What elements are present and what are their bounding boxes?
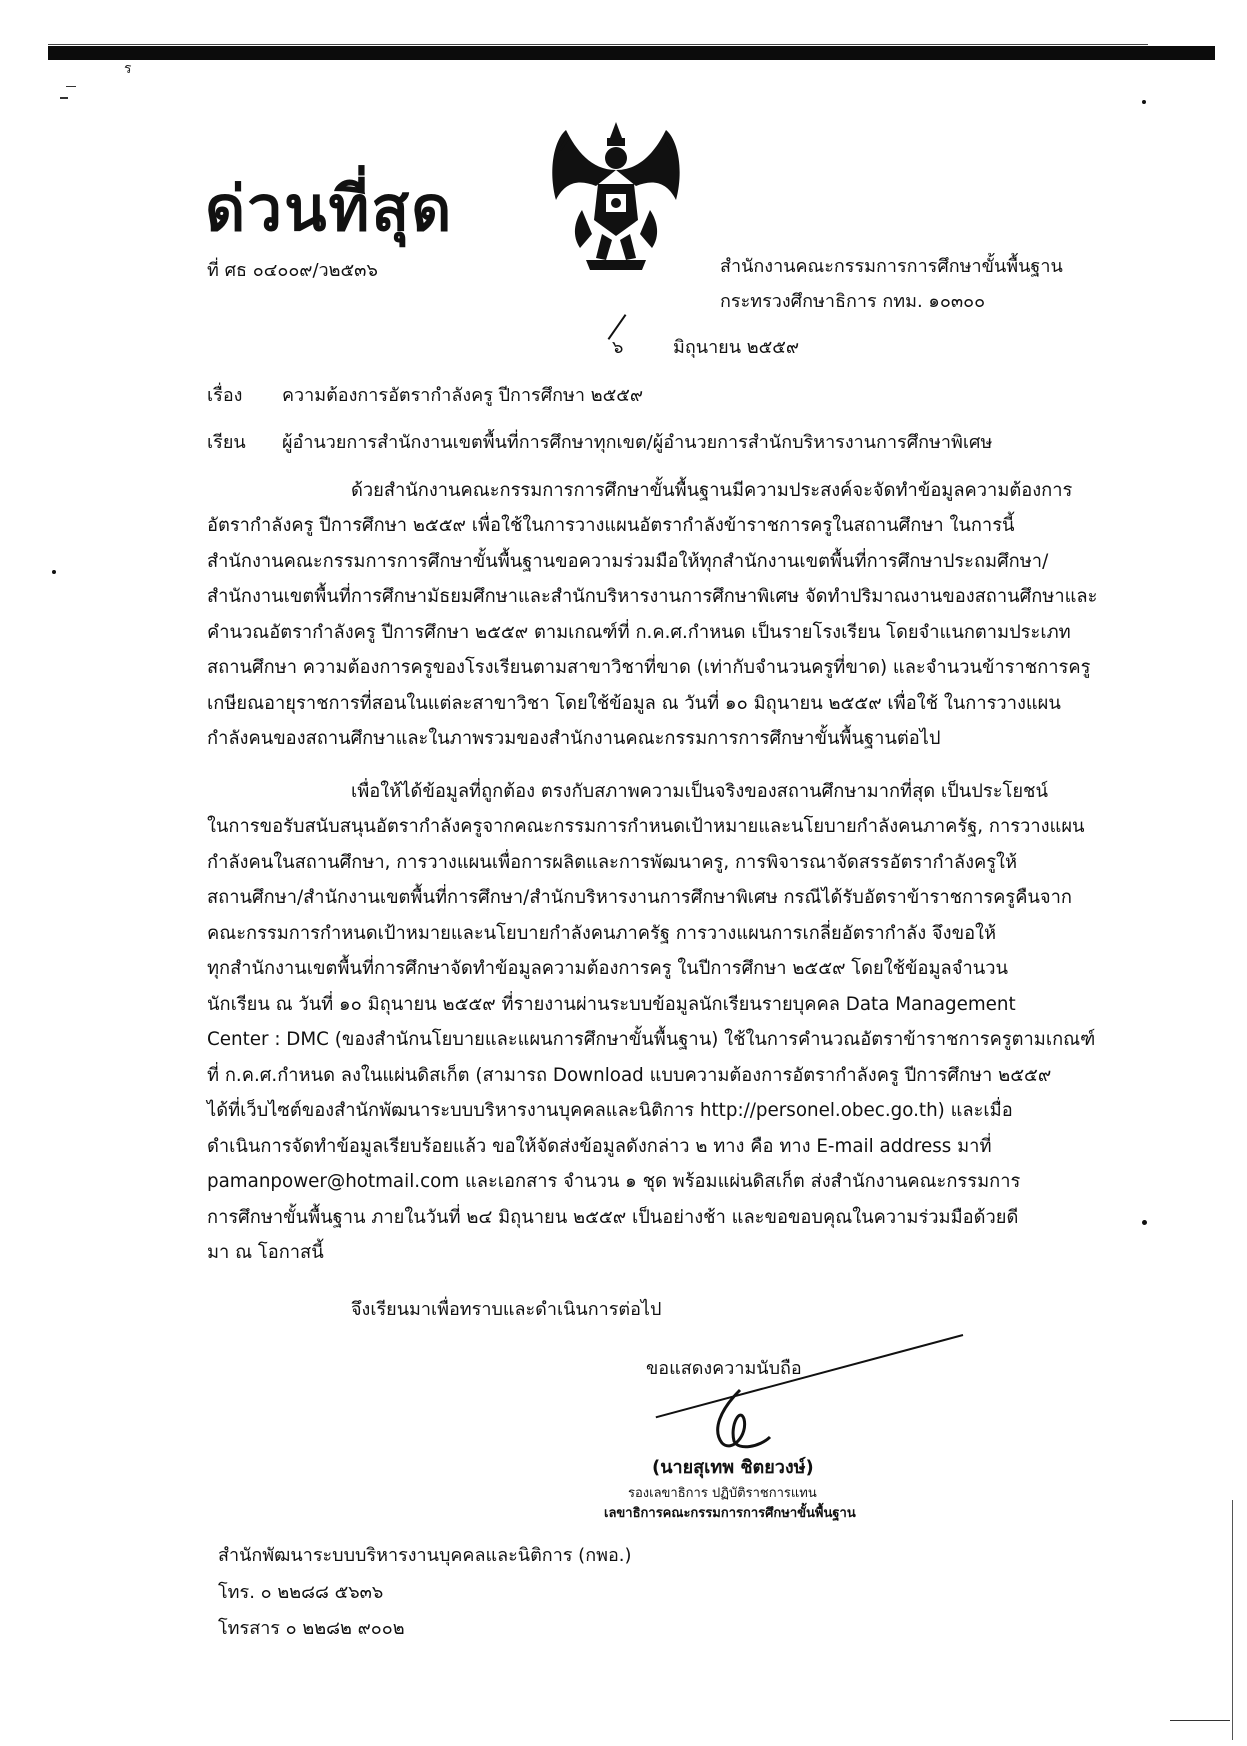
subject-text: ความต้องการอัตรากำลังครู ปีการศึกษา ๒๕๕๙ xyxy=(282,385,644,406)
body-line: ในการขอรับสนับสนุนอัตรากำลังครูจากคณะกรรมการกำหนดเป้าหมายและนโยบายกำลังคนภาครัฐ, การวางแผน xyxy=(207,816,1085,837)
body-line: สถานศึกษา/สำนักงานเขตพื้นที่การศึกษา/สำนักบริหารงานการศึกษาพิเศษ กรณีได้รับอัตราข้าราชการครูคืนจาก xyxy=(207,887,1072,908)
footer-department: สำนักพัฒนาระบบบริหารงานบุคคลและนิติการ (กพอ.) xyxy=(218,1545,632,1566)
closing-phrase: ขอแสดงความนับถือ xyxy=(646,1358,802,1379)
scan-edge-bottom xyxy=(1170,1720,1230,1721)
body-line: กำลังคนของสถานศึกษาและในภาพรวมของสำนักงานคณะกรรมการการศึกษาขั้นพื้นฐานต่อไป xyxy=(207,728,941,749)
footer-phone: โทร. ๐ ๒๒๘๘ ๕๖๓๖ xyxy=(218,1582,384,1603)
handwritten-signature xyxy=(700,1385,780,1455)
document-number: ที่ ศธ ๐๔๐๐๙/ว๒๕๓๖ xyxy=(207,260,378,281)
office-name: สำนักงานคณะกรรมการการศึกษาขั้นพื้นฐาน xyxy=(720,256,1063,277)
body-line: pamanpower@hotmail.com และเอกสาร จำนวน ๑ ชุด พร้อมแผ่นดิสเก็ต ส่งสำนักงานคณะกรรมการ xyxy=(207,1171,1021,1192)
scan-top-bar xyxy=(48,46,1215,60)
body-line: คณะกรรมการกำหนดเป้าหมายและนโยบายกำลังคนภาครัฐ การวางแผนการเกลี่ยอัตรากำลัง จึงขอให้ xyxy=(207,923,997,944)
date-month-year: มิถุนายน ๒๕๕๙ xyxy=(673,337,800,358)
date-day: ๖ xyxy=(612,337,624,358)
body-line: นักเรียน ณ วันที่ ๑๐ มิถุนายน ๒๕๕๙ ที่รายงานผ่านระบบข้อมูลนักเรียนรายบุคคล Data Management xyxy=(207,994,1016,1015)
body-line: อัตรากำลังครู ปีการศึกษา ๒๕๕๙ เพื่อใช้ในการวางแผนอัตรากำลังข้าราชการครูในสถานศึกษา ในการนี้ xyxy=(207,515,1015,536)
body-line: ที่ ก.ค.ศ.กำหนด ลงในแผ่นดิสเก็ต (สามารถ Download แบบความต้องการอัตรากำลังครู ปีการศึกษา ๒๕๕๙ xyxy=(207,1065,1052,1086)
signatory-title: รองเลขาธิการ ปฏิบัติราชการแทน xyxy=(628,1486,817,1501)
subject-label: เรื่อง xyxy=(207,385,243,406)
garuda-emblem-icon xyxy=(546,110,686,280)
body-line: เกษียณอายุราชการที่สอนในแต่ละสาขาวิชา โดยใช้ข้อมูล ณ วันที่ ๑๐ มิถุนายน ๒๕๕๙ เพื่อใช้ ในการวางแผน xyxy=(207,693,1061,714)
signatory-position: เลขาธิการคณะกรรมการการศึกษาขั้นพื้นฐาน xyxy=(604,1506,856,1521)
body-line: สถานศึกษา ความต้องการครูของโรงเรียนตามสาขาวิชาที่ขาด (เท่ากับจำนวนครูที่ขาด) และจำนวนข้าราชการครู xyxy=(207,657,1091,678)
scan-edge-line xyxy=(48,44,1148,45)
body-line: คำนวณอัตรากำลังครู ปีการศึกษา ๒๕๕๙ ตามเกณฑ์ที่ ก.ค.ศ.กำหนด เป็นรายโรงเรียน โดยจำแนกตามประเภท xyxy=(207,622,1071,643)
body-line: มา ณ โอกาสนี้ xyxy=(207,1242,324,1263)
corner-mark: ร xyxy=(124,61,132,77)
body-line: ดำเนินการจัดทำข้อมูลเรียบร้อยแล้ว ขอให้จัดส่งข้อมูลดังกล่าว ๒ ทาง คือ ทาง E-mail address มาที่ xyxy=(207,1136,992,1157)
scan-tick xyxy=(66,86,76,87)
scan-speck xyxy=(52,570,56,574)
body-line: ได้ที่เว็บไซต์ของสำนักพัฒนาระบบบริหารงานบุคคลและนิติการ http://personel.obec.go.th) และเมื่อ xyxy=(207,1100,1013,1121)
signatory-name: (นายสุเทพ ชิตยวงษ์) xyxy=(652,1457,814,1478)
footer-fax: โทรสาร ๐ ๒๒๘๒ ๙๐๐๒ xyxy=(218,1618,405,1639)
body-line: สำนักงานเขตพื้นที่การศึกษามัธยมศึกษาและสำนักบริหารงานการศึกษาพิเศษ จัดทำปริมาณงานของสถานศึกษาและ xyxy=(207,586,1098,607)
body-line: การศึกษาขั้นพื้นฐาน ภายในวันที่ ๒๔ มิถุนายน ๒๕๕๙ เป็นอย่างช้า และขอขอบคุณในความร่วมมือด้วยดี xyxy=(207,1207,1019,1228)
recipient-label: เรียน xyxy=(207,432,246,453)
office-address: กระทรวงศึกษาธิการ กทม. ๑๐๓๐๐ xyxy=(720,291,986,312)
body-line: Center : DMC (ของสำนักนโยบายและแผนการศึกษาขั้นพื้นฐาน) ใช้ในการคำนวณอัตราข้าราชการครูตามเกณฑ์ xyxy=(207,1029,1096,1050)
scan-tick xyxy=(60,97,68,99)
scan-edge-right xyxy=(1232,1500,1233,1740)
body-line: เพื่อให้ได้ข้อมูลที่ถูกต้อง ตรงกับสภาพความเป็นจริงของสถานศึกษามากที่สุด เป็นประโยชน์ xyxy=(351,781,1048,802)
body-line: กำลังคนในสถานศึกษา, การวางแผนเพื่อการผลิตและการพัฒนาครู, การพิจารณาจัดสรรอัตรากำลังครูให้ xyxy=(207,852,1018,873)
recipient-text: ผู้อำนวยการสำนักงานเขตพื้นที่การศึกษาทุกเขต/ผู้อำนวยการสำนักบริหารงานการศึกษาพิเศษ xyxy=(282,432,993,453)
scan-speck xyxy=(1142,1220,1147,1225)
scan-speck xyxy=(1142,100,1146,104)
body-line: ด้วยสำนักงานคณะกรรมการการศึกษาขั้นพื้นฐานมีความประสงค์จะจัดทำข้อมูลความต้องการ xyxy=(351,480,1073,501)
body-line: สำนักงานคณะกรรมการการศึกษาขั้นพื้นฐานขอความร่วมมือให้ทุกสำนักงานเขตพื้นที่การศึกษาประถมศึกษา/ xyxy=(207,551,1049,572)
urgent-stamp: ด่วนที่สุด xyxy=(205,172,454,245)
closing-request: จึงเรียนมาเพื่อทราบและดำเนินการต่อไป xyxy=(351,1299,662,1320)
body-line: ทุกสำนักงานเขตพื้นที่การศึกษาจัดทำข้อมูลความต้องการครู ในปีการศึกษา ๒๕๕๙ โดยใช้ข้อมูลจำนวน xyxy=(207,958,1008,979)
